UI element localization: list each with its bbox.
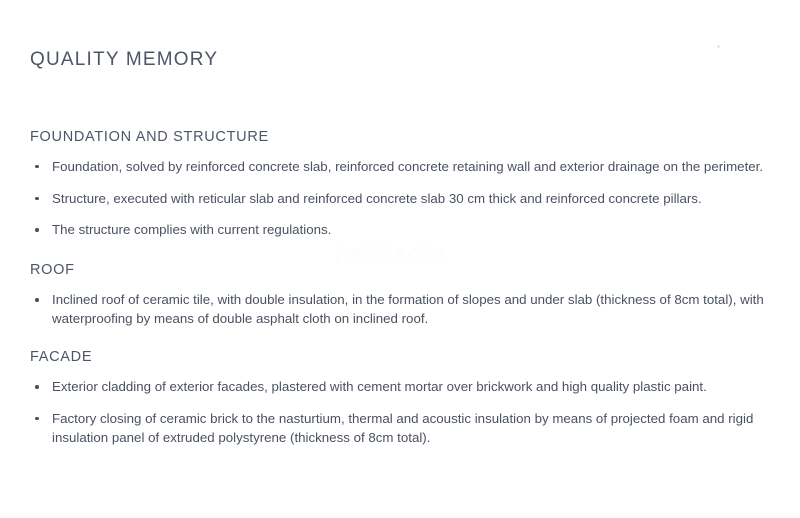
list-item-text: Structure, executed with reticular slab and reinforced concrete slab 30 cm thick and reinforced concrete pillars. (52, 190, 702, 206)
list-item (30, 190, 770, 209)
list-item (30, 221, 770, 240)
page-title: QUALITY MEMORY (30, 49, 219, 70)
list-item (30, 291, 770, 329)
section-heading-foundation: FOUNDATION AND STRUCTURE (30, 128, 269, 145)
bullet-dot-icon (35, 165, 39, 169)
section-foundation-and-structure (30, 129, 770, 241)
list-roof (30, 291, 770, 329)
section-heading-facade: FACADE (30, 349, 93, 366)
list-item-text: The structure complies with current regulations. (52, 222, 332, 238)
bullet-dot-icon (35, 417, 39, 421)
section-roof (30, 262, 770, 329)
bullet-dot-icon (35, 298, 39, 302)
list-item (30, 410, 770, 448)
list-item-text: Exterior cladding of exterior facades, plastered with cement mortar over brickwork and high quality plastic paint. (52, 379, 707, 395)
list-facade (30, 378, 770, 448)
list-item (30, 158, 770, 177)
list-item-text: Inclined roof of ceramic tile, with double insulation, in the formation of slopes and under slab (thickness of 8cm total), with waterproofing by means of double asphalt cloth on inclined roof. (52, 292, 764, 327)
section-facade (30, 349, 770, 448)
list-item-text: Foundation, solved by reinforced concrete slab, reinforced concrete retaining wall and exterior drainage on the perimeter. (52, 158, 764, 174)
bullet-dot-icon (35, 385, 39, 389)
section-heading-roof: ROOF (30, 262, 75, 279)
watermark-habitaclia: habitaclia (336, 240, 447, 268)
bullet-dot-icon (35, 197, 39, 201)
corner-dot-mark (717, 45, 720, 48)
list-foundation (30, 158, 770, 241)
list-item-text: Factory closing of ceramic brick to the nasturtium, thermal and acoustic insulation by means of projected foam and rigid insulation panel of extruded polystyrene (thickness of 8cm total). (52, 410, 754, 445)
bullet-dot-icon (35, 228, 39, 232)
list-item (30, 378, 770, 397)
